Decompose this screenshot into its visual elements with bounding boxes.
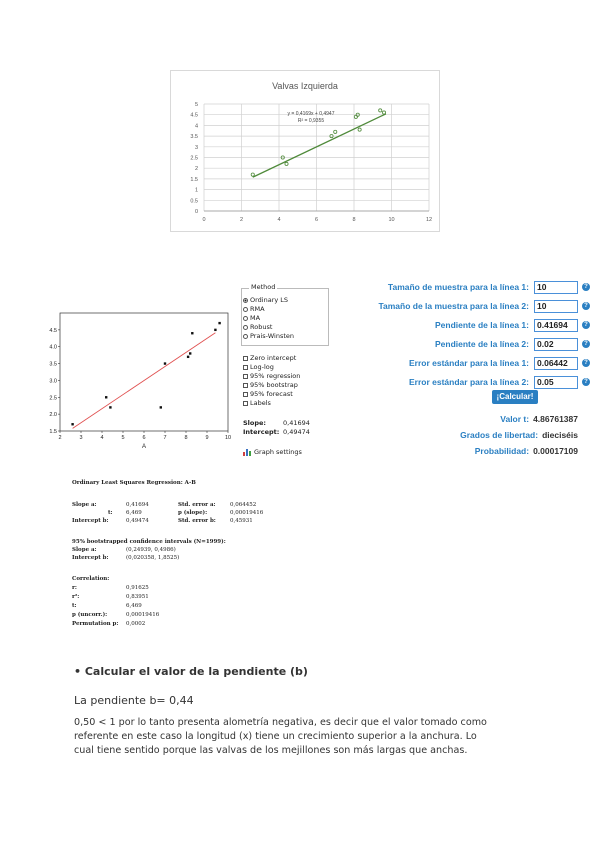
plot-frame bbox=[60, 313, 228, 431]
calc-label: Pendiente de la línea 1: bbox=[434, 320, 529, 330]
y-tick-label: 3.0 bbox=[49, 378, 57, 385]
checkbox-icon[interactable] bbox=[243, 356, 248, 361]
equation-label: y = 0,4169x + 0,4947 bbox=[287, 111, 335, 117]
radio-selected-icon[interactable] bbox=[243, 298, 248, 303]
calc-row-n2 bbox=[378, 299, 590, 313]
data-point bbox=[218, 322, 220, 324]
calc-label: Error estándar para la línea 1: bbox=[409, 358, 529, 368]
result-label: Valor t: bbox=[500, 414, 530, 424]
y-tick-label: 2.5 bbox=[49, 395, 57, 402]
checkbox-label: Zero intercept bbox=[250, 354, 297, 362]
radio-label: Ordinary LS bbox=[250, 296, 289, 304]
calc-row-se2 bbox=[409, 375, 590, 389]
method-legend: Method bbox=[251, 283, 276, 291]
data-point bbox=[214, 329, 216, 331]
x-tick-label: 8 bbox=[352, 217, 356, 223]
radio-robust[interactable] bbox=[243, 323, 272, 331]
calc-label: Tamaño de muestra para la línea 1: bbox=[387, 282, 529, 292]
x-tick-label: 8 bbox=[184, 435, 188, 441]
paragraph-line-3: cual tiene sentido porque las valvas de los mejillones son más largas que anchas. bbox=[74, 745, 468, 756]
y-tick-label: 0 bbox=[194, 209, 198, 215]
permutation-value: 0,0002 bbox=[126, 621, 146, 627]
result-value: 0.00017109 bbox=[533, 446, 578, 456]
check-95-forecast[interactable] bbox=[243, 390, 293, 398]
x-tick-label: 5 bbox=[121, 435, 125, 441]
checkbox-label: 95% forecast bbox=[250, 390, 293, 398]
help-icon[interactable]: ? bbox=[582, 283, 590, 291]
x-axis-label: A bbox=[141, 444, 147, 450]
check-log-log[interactable] bbox=[243, 363, 274, 371]
chart-1-svg bbox=[171, 71, 439, 231]
help-icon[interactable]: ? bbox=[582, 321, 590, 329]
data-point bbox=[285, 162, 288, 165]
r2-label: r²: bbox=[72, 594, 80, 600]
checkbox-icon[interactable] bbox=[243, 365, 248, 370]
calc-row-n1 bbox=[388, 280, 590, 294]
y-tick-label: 4 bbox=[194, 123, 198, 130]
y-tick-label: 4.5 bbox=[49, 327, 57, 334]
checkbox-label: Labels bbox=[250, 399, 271, 407]
bootstrap-title: 95% bootstrapped confidence intervals (N=1999): bbox=[72, 539, 226, 545]
data-point bbox=[382, 111, 385, 114]
result-value: 4.86761387 bbox=[533, 414, 578, 424]
y-tick-label: 2 bbox=[194, 166, 198, 173]
y-tick-label: 3.5 bbox=[190, 134, 198, 141]
chart-title: Valvas Izquierda bbox=[272, 81, 338, 91]
result-label: Grados de libertad: bbox=[460, 430, 539, 440]
radio-label: Prais-Winsten bbox=[250, 332, 294, 340]
t2-value: 6,469 bbox=[126, 603, 142, 609]
check-95-bootstrap[interactable] bbox=[243, 381, 298, 389]
std-error-1-input[interactable]: 0.06442 bbox=[534, 357, 578, 370]
data-point bbox=[105, 396, 107, 398]
boot-slope-value: (0,24939, 0,4986) bbox=[126, 547, 176, 553]
help-icon[interactable]: ? bbox=[582, 378, 590, 386]
y-tick-label: 1 bbox=[194, 187, 198, 194]
boot-intercept-value: (0,020358, 1,8525) bbox=[126, 555, 180, 561]
y-tick-label: 2.5 bbox=[190, 155, 198, 162]
slope-1-input[interactable]: 0.41694 bbox=[534, 319, 578, 332]
correlation-title: Correlation: bbox=[72, 576, 110, 582]
radio-prais-winsten[interactable] bbox=[243, 332, 294, 340]
data-point bbox=[160, 406, 162, 408]
y-tick-label: 5 bbox=[194, 102, 198, 108]
radio-ordinary-ls[interactable] bbox=[243, 296, 288, 304]
x-tick-label: 0 bbox=[202, 217, 206, 223]
checkbox-label: 95% bootstrap bbox=[250, 381, 298, 389]
calc-label: Error estándar para la línea 2: bbox=[409, 377, 529, 387]
help-icon[interactable]: ? bbox=[582, 359, 590, 367]
method-panel bbox=[237, 280, 347, 436]
result-degrees-freedom bbox=[460, 430, 578, 440]
radio-rma[interactable] bbox=[243, 305, 265, 313]
x-tick-label: 2 bbox=[58, 435, 62, 441]
sample-size-2-input[interactable]: 10 bbox=[534, 300, 578, 313]
help-icon[interactable]: ? bbox=[582, 340, 590, 348]
radio-icon[interactable] bbox=[243, 307, 248, 312]
help-icon[interactable]: ? bbox=[582, 302, 590, 310]
check-zero-intercept[interactable] bbox=[243, 354, 296, 362]
calculate-button[interactable]: ¡Calcular! bbox=[492, 390, 538, 404]
slope-2-input[interactable]: 0.02 bbox=[534, 338, 578, 351]
x-tick-label: 4 bbox=[277, 217, 281, 223]
chart-2-svg bbox=[40, 305, 230, 455]
sample-size-1-input[interactable]: 10 bbox=[534, 281, 578, 294]
data-point bbox=[164, 362, 166, 364]
graph-settings-label: Graph settings bbox=[254, 448, 302, 456]
radio-ma[interactable] bbox=[243, 314, 260, 322]
permutation-label: Permutation p: bbox=[72, 621, 119, 627]
y-tick-label: 4.5 bbox=[190, 112, 198, 119]
paragraph-line-1: 0,50 < 1 por lo tanto presenta alometría negativa, es decir que el valor tomado como bbox=[74, 717, 487, 728]
regression-title: Ordinary Least Squares Regression: A-B bbox=[72, 480, 196, 486]
p-uncorr-label: p (uncorr.): bbox=[72, 612, 108, 618]
x-tick-label: 10 bbox=[388, 217, 395, 223]
checkbox-icon[interactable] bbox=[243, 392, 248, 397]
checkbox-icon[interactable] bbox=[243, 401, 248, 406]
r2-value: 0,83951 bbox=[126, 594, 149, 600]
radio-label: RMA bbox=[250, 305, 265, 313]
bar-chart-icon bbox=[243, 449, 251, 456]
std-error-2-input[interactable]: 0.05 bbox=[534, 376, 578, 389]
y-tick-label: 0.5 bbox=[190, 198, 198, 205]
p-slope-value: 0,00019416 bbox=[230, 510, 264, 516]
data-point bbox=[187, 356, 189, 358]
p-slope-label: p (slope): bbox=[178, 510, 208, 516]
data-point bbox=[334, 130, 337, 133]
y-tick-label: 4.0 bbox=[49, 344, 57, 351]
t-value: 6,469 bbox=[126, 510, 142, 516]
x-tick-label: 2 bbox=[239, 217, 244, 223]
radio-icon[interactable] bbox=[243, 325, 248, 330]
radio-label: Robust bbox=[250, 323, 273, 331]
chart-past-regression bbox=[40, 305, 230, 455]
x-tick-label: 6 bbox=[314, 217, 319, 223]
checkbox-label: 95% regression bbox=[250, 372, 301, 380]
intercept-value: 0,49474 bbox=[283, 428, 310, 436]
x-tick-label: 6 bbox=[142, 435, 146, 441]
t-label: t: bbox=[108, 510, 113, 516]
y-tick-label: 2.0 bbox=[49, 412, 57, 419]
radio-icon[interactable] bbox=[243, 316, 248, 321]
result-t-value bbox=[500, 414, 578, 424]
checkbox-icon[interactable] bbox=[243, 374, 248, 379]
se-a-label: Std. error a: bbox=[178, 502, 216, 508]
y-tick-label: 1.5 bbox=[190, 176, 198, 183]
intercept-label: Intercept: bbox=[243, 428, 280, 436]
t2-label: t: bbox=[72, 603, 77, 609]
x-tick-label: 10 bbox=[224, 435, 232, 441]
r2-label: R² = 0,9355 bbox=[297, 118, 325, 124]
data-point bbox=[109, 406, 111, 408]
radio-icon[interactable] bbox=[243, 334, 248, 339]
slope-value: 0,41694 bbox=[283, 419, 310, 427]
calc-row-slope1 bbox=[435, 318, 590, 332]
x-tick-label: 9 bbox=[205, 435, 209, 441]
slope-line: La pendiente b= 0,44 bbox=[74, 694, 194, 707]
calc-row-se1 bbox=[409, 356, 590, 370]
radio-label: MA bbox=[250, 314, 261, 322]
paragraph-line-2: referente en este caso la longitud (x) tiene un crecimiento superior a la anchura. Lo bbox=[74, 731, 477, 742]
boot-slope-label: Slope a: bbox=[72, 547, 97, 553]
data-point bbox=[71, 423, 73, 425]
bullet-heading: • Calcular el valor de la pendiente (b) bbox=[74, 665, 308, 678]
x-tick-label: 12 bbox=[425, 217, 433, 223]
check-labels[interactable] bbox=[243, 399, 271, 407]
calc-label: Pendiente de la línea 2: bbox=[434, 339, 529, 349]
intercept-b-value: 0,49474 bbox=[126, 518, 149, 524]
se-b-label: Std. error b: bbox=[178, 518, 216, 524]
y-tick-label: 1.5 bbox=[49, 429, 57, 435]
se-b-value: 0,45931 bbox=[230, 518, 253, 524]
data-point bbox=[358, 128, 361, 131]
calc-row-slope2 bbox=[435, 337, 590, 351]
slope-a-value: 0,41694 bbox=[126, 502, 149, 508]
calc-label: Tamaño de la muestra para la línea 2: bbox=[378, 301, 529, 311]
data-point bbox=[191, 332, 193, 334]
result-label: Probabilidad: bbox=[474, 446, 530, 456]
data-point bbox=[251, 173, 254, 176]
graph-settings-button[interactable] bbox=[243, 448, 302, 456]
intercept-b-label: Intercept b: bbox=[72, 518, 109, 524]
chart-valvas-izquierda bbox=[170, 70, 440, 232]
data-point bbox=[379, 109, 382, 112]
r-value: 0,91625 bbox=[126, 585, 149, 591]
data-point bbox=[189, 352, 191, 354]
x-tick-label: 4 bbox=[100, 435, 104, 441]
result-value: dieciséis bbox=[542, 430, 578, 440]
boot-intercept-label: Intercept b: bbox=[72, 555, 109, 561]
x-tick-label: 3 bbox=[79, 435, 83, 441]
r-label: r: bbox=[72, 585, 77, 591]
se-a-value: 0,064452 bbox=[230, 502, 257, 508]
check-95-regression[interactable] bbox=[243, 372, 300, 380]
slope-a-label: Slope a: bbox=[72, 502, 97, 508]
slope-label: Slope: bbox=[243, 419, 267, 427]
x-tick-label: 7 bbox=[163, 435, 167, 441]
checkbox-label: Log-log bbox=[250, 363, 274, 371]
y-tick-label: 3 bbox=[194, 144, 198, 151]
result-probability bbox=[475, 446, 578, 456]
y-tick-label: 3.5 bbox=[49, 361, 57, 368]
p-uncorr-value: 0,00019416 bbox=[126, 612, 160, 618]
checkbox-icon[interactable] bbox=[243, 383, 248, 388]
